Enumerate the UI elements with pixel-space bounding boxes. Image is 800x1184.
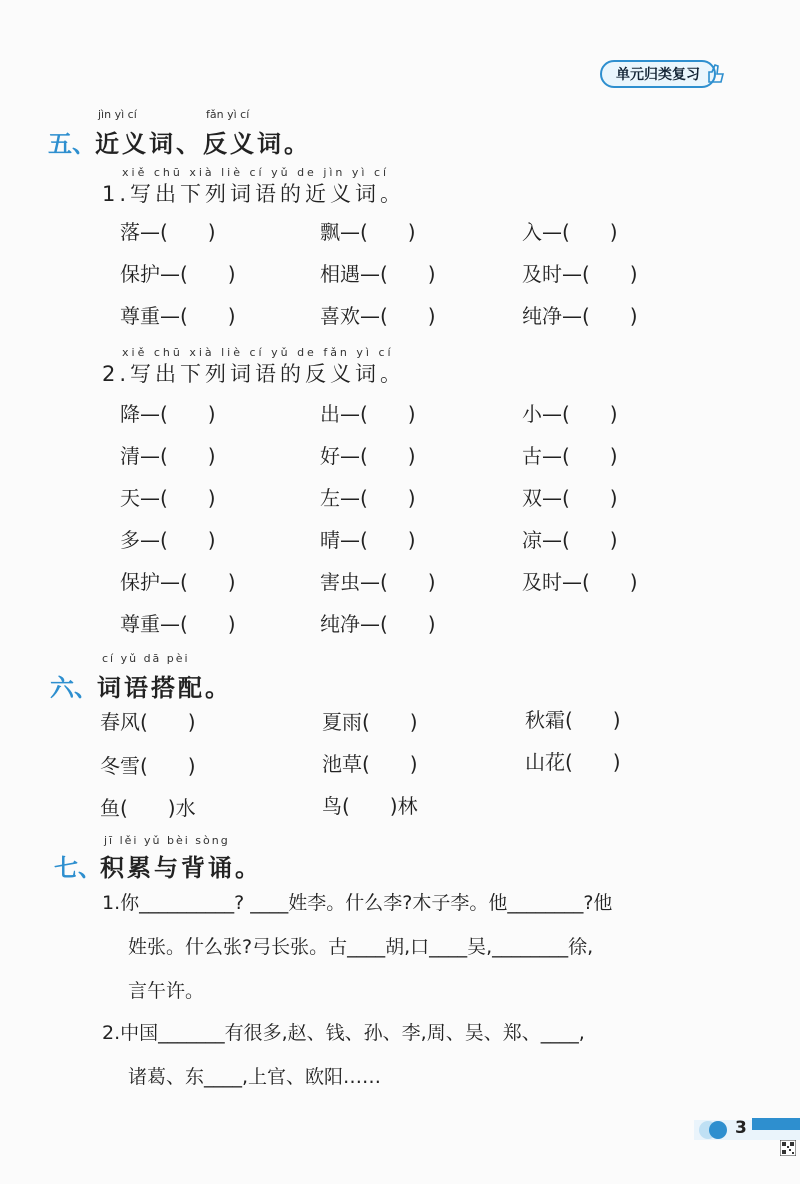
synonym-item: 纯净—( ) — [522, 304, 638, 328]
antonym-item: 天—( ) — [120, 486, 216, 510]
synonym-item: 相遇—( ) — [320, 262, 436, 286]
page-number: 3 — [735, 1118, 747, 1138]
recitation-line: 1.你__________? ____姓李。什么李?木子李。他________?他 — [102, 892, 613, 914]
antonym-item: 多—( ) — [120, 528, 216, 552]
section-five-number: 五、 — [48, 130, 96, 158]
synonym-item: 尊重—( ) — [120, 304, 236, 328]
section-five-title: 近义词、反义词。 — [95, 130, 311, 158]
section-seven-pinyin: jī lěi yǔ bèi sòng — [104, 834, 230, 847]
antonym-item: 纯净—( ) — [320, 612, 436, 636]
antonym-item: 及时—( ) — [522, 570, 638, 594]
synonym-item: 喜欢—( ) — [320, 304, 436, 328]
synonym-item: 落—( ) — [120, 220, 216, 244]
collocation-item: 夏雨( ) — [322, 710, 418, 734]
collocation-item: 山花( ) — [525, 750, 621, 774]
recitation-line: 言午许。 — [128, 980, 205, 1002]
collocation-item: 春风( ) — [100, 710, 196, 734]
antonym-item: 左—( ) — [320, 486, 416, 510]
q1-pinyin: xiě chū xià liè cí yǔ de jìn yì cí — [122, 166, 390, 179]
synonym-item: 保护—( ) — [120, 262, 236, 286]
section-six-title: 词语搭配。 — [97, 674, 232, 702]
antonym-item: 晴—( ) — [320, 528, 416, 552]
synonym-item: 飘—( ) — [320, 220, 416, 244]
synonym-item: 及时—( ) — [522, 262, 638, 286]
section-five-pinyin-b: fǎn yì cí — [206, 108, 250, 121]
recitation-line: 2.中国_______有很多,赵、钱、孙、李,周、吴、郑、____, — [102, 1022, 585, 1044]
qr-code-icon — [780, 1140, 796, 1156]
antonym-item: 凉—( ) — [522, 528, 618, 552]
section-six-number: 六、 — [50, 674, 98, 702]
thumbs-up-icon — [706, 62, 724, 84]
unit-review-badge: 单元归类复习 — [600, 60, 716, 88]
antonym-item: 清—( ) — [120, 444, 216, 468]
recitation-line: 姓张。什么张?弓长张。古____胡,口____吴,________徐, — [128, 936, 594, 958]
q1-label: 1.写出下列词语的近义词。 — [102, 182, 406, 206]
collocation-item: 鱼( )水 — [100, 796, 196, 820]
antonym-item: 尊重—( ) — [120, 612, 236, 636]
q2-pinyin: xiě chū xià liè cí yǔ de fǎn yì cí — [122, 346, 394, 359]
section-seven-number: 七、 — [54, 854, 102, 882]
antonym-item: 古—( ) — [522, 444, 618, 468]
collocation-item: 秋霜( ) — [525, 708, 621, 732]
antonym-item: 小—( ) — [522, 402, 618, 426]
section-seven-title: 积累与背诵。 — [100, 854, 262, 882]
collocation-item: 冬雪( ) — [100, 754, 196, 778]
collocation-item: 池草( ) — [322, 752, 418, 776]
synonym-item: 入—( ) — [522, 220, 618, 244]
recitation-line: 诸葛、东____,上官、欧阳…… — [128, 1066, 382, 1088]
q2-label: 2.写出下列词语的反义词。 — [102, 362, 406, 386]
collocation-item: 鸟( )林 — [322, 794, 418, 818]
section-five-pinyin-a: jìn yì cí — [98, 108, 137, 121]
antonym-item: 害虫—( ) — [320, 570, 436, 594]
antonym-item: 双—( ) — [522, 486, 618, 510]
antonym-item: 保护—( ) — [120, 570, 236, 594]
section-six-pinyin: cí yǔ dā pèi — [102, 652, 190, 665]
antonym-item: 降—( ) — [120, 402, 216, 426]
antonym-item: 好—( ) — [320, 444, 416, 468]
page-tab-decoration — [694, 1116, 800, 1140]
antonym-item: 出—( ) — [320, 402, 416, 426]
